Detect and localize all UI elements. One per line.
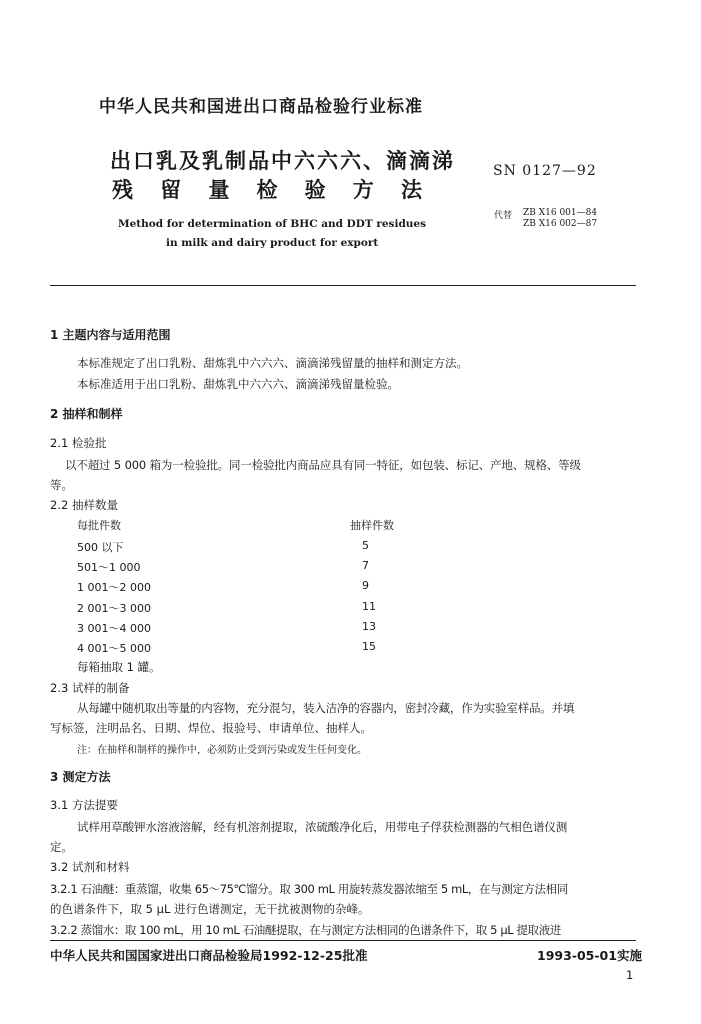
table-cell-batch: 501～1 000 (77, 561, 141, 574)
footer-issuer: 中华人民共和国国家进出口商品检验局1992-12-25批准 (50, 948, 368, 963)
section-3-1-text: 试样用草酸钾水溶液溶解，经有机溶剂提取，浓硫酸净化后，用带电子俘获检测器的气相色谱仪测 (77, 820, 568, 834)
replaces-standard-1: ZB X16 001—84 (523, 208, 598, 218)
table-cell-samples: 5 (362, 539, 369, 552)
section-2-1-heading: 2.1 检验批 (50, 436, 107, 450)
section-2-2-text: 每箱抽取 1 罐。 (77, 660, 161, 674)
table-cell-samples: 11 (362, 600, 376, 613)
title-char: 法 (400, 178, 422, 202)
section-1-paragraph: 本标准规定了出口乳粉、甜炼乳中六六六、滴滴涕残留量的抽样和测定方法。 (77, 356, 468, 370)
section-2-3-note: 注：在抽样和制样的操作中，必须防止受到污染或发生任何变化。 (77, 745, 367, 756)
section-2-3-text: 写标签，注明品名、日期、焊位、报验号、申请单位、抽样人。 (50, 721, 372, 735)
standard-number: SN 0127—92 (493, 163, 597, 179)
section-3-2-heading: 3.2 试剂和材料 (50, 860, 130, 874)
table-cell-batch: 4 001～5 000 (77, 642, 151, 655)
table-cell-batch: 1 001～2 000 (77, 581, 151, 594)
document-title-line2 (112, 174, 422, 204)
english-title-line1: Method for determination of BHC and DDT residues (118, 218, 427, 230)
footer-divider (50, 940, 636, 941)
table-cell-batch: 3 001～4 000 (77, 622, 151, 635)
title-char: 量 (208, 178, 230, 202)
header-divider (50, 285, 636, 286)
publisher-org: 中华人民共和国进出口商品检验行业标准 (99, 97, 423, 117)
section-2-3-text: 从每罐中随机取出等量的内容物，充分混匀，装入洁净的容器内，密封冷藏，作为实验室样品。并填 (77, 701, 575, 715)
section-2-1-text: 等。 (50, 478, 73, 492)
section-2-1-text: 以不超过 5 000 箱为一检验批。同一检验批内商品应具有同一特征，如包装、标记、产地、规格、等级 (65, 458, 581, 472)
replaces-label: 代替 (494, 211, 513, 221)
section-3-2-1-text: 的色谱条件下，取 5 μL 进行色谱测定，无干扰被测物的杂峰。 (50, 902, 370, 916)
section-3-1-heading: 3.1 方法提要 (50, 798, 118, 812)
table-cell-samples: 15 (362, 640, 376, 653)
table-cell-batch: 2 001～3 000 (77, 602, 151, 615)
title-char: 检 (256, 178, 278, 202)
title-char: 方 (352, 178, 374, 202)
table-header-samples: 抽样件数 (350, 519, 394, 532)
section-3-2-1-text: 3.2.1 石油醚：重蒸馏，收集 65～75℃馏分。取 300 mL 用旋转蒸发器浓缩至 5 mL，在与测定方法相同 (50, 882, 568, 896)
table-cell-samples: 13 (362, 620, 376, 633)
title-char: 验 (304, 178, 326, 202)
section-3-2-2-text: 3.2.2 蒸馏水：取 100 mL，用 10 mL 石油醚提取，在与测定方法相同的色谱条件下，取 5 μL 提取液进 (50, 923, 561, 937)
replaces-standard-2: ZB X16 002—87 (523, 219, 598, 229)
table-cell-samples: 7 (362, 559, 369, 572)
table-cell-batch: 500 以下 (77, 541, 124, 554)
section-1-heading: 1 主题内容与适用范围 (50, 328, 171, 342)
footer-effective-date: 1993-05-01实施 (537, 948, 642, 963)
section-1-paragraph: 本标准适用于出口乳粉、甜炼乳中六六六、滴滴涕残留量检验。 (77, 377, 399, 391)
page-number: 1 (626, 968, 634, 982)
table-header-batch: 每批件数 (77, 519, 121, 532)
title-char: 残 (112, 178, 133, 202)
table-cell-samples: 9 (362, 579, 369, 592)
section-2-heading: 2 抽样和制样 (50, 407, 123, 421)
title-char: 留 (160, 178, 182, 202)
english-title-line2: in milk and dairy product for export (166, 237, 379, 249)
section-2-2-heading: 2.2 抽样数量 (50, 498, 118, 512)
section-3-heading: 3 测定方法 (50, 770, 111, 784)
section-2-3-heading: 2.3 试样的制备 (50, 681, 130, 695)
document-title: 出口乳及乳制品中六六六、滴滴涕 (110, 149, 455, 173)
section-3-1-text: 定。 (50, 840, 73, 854)
